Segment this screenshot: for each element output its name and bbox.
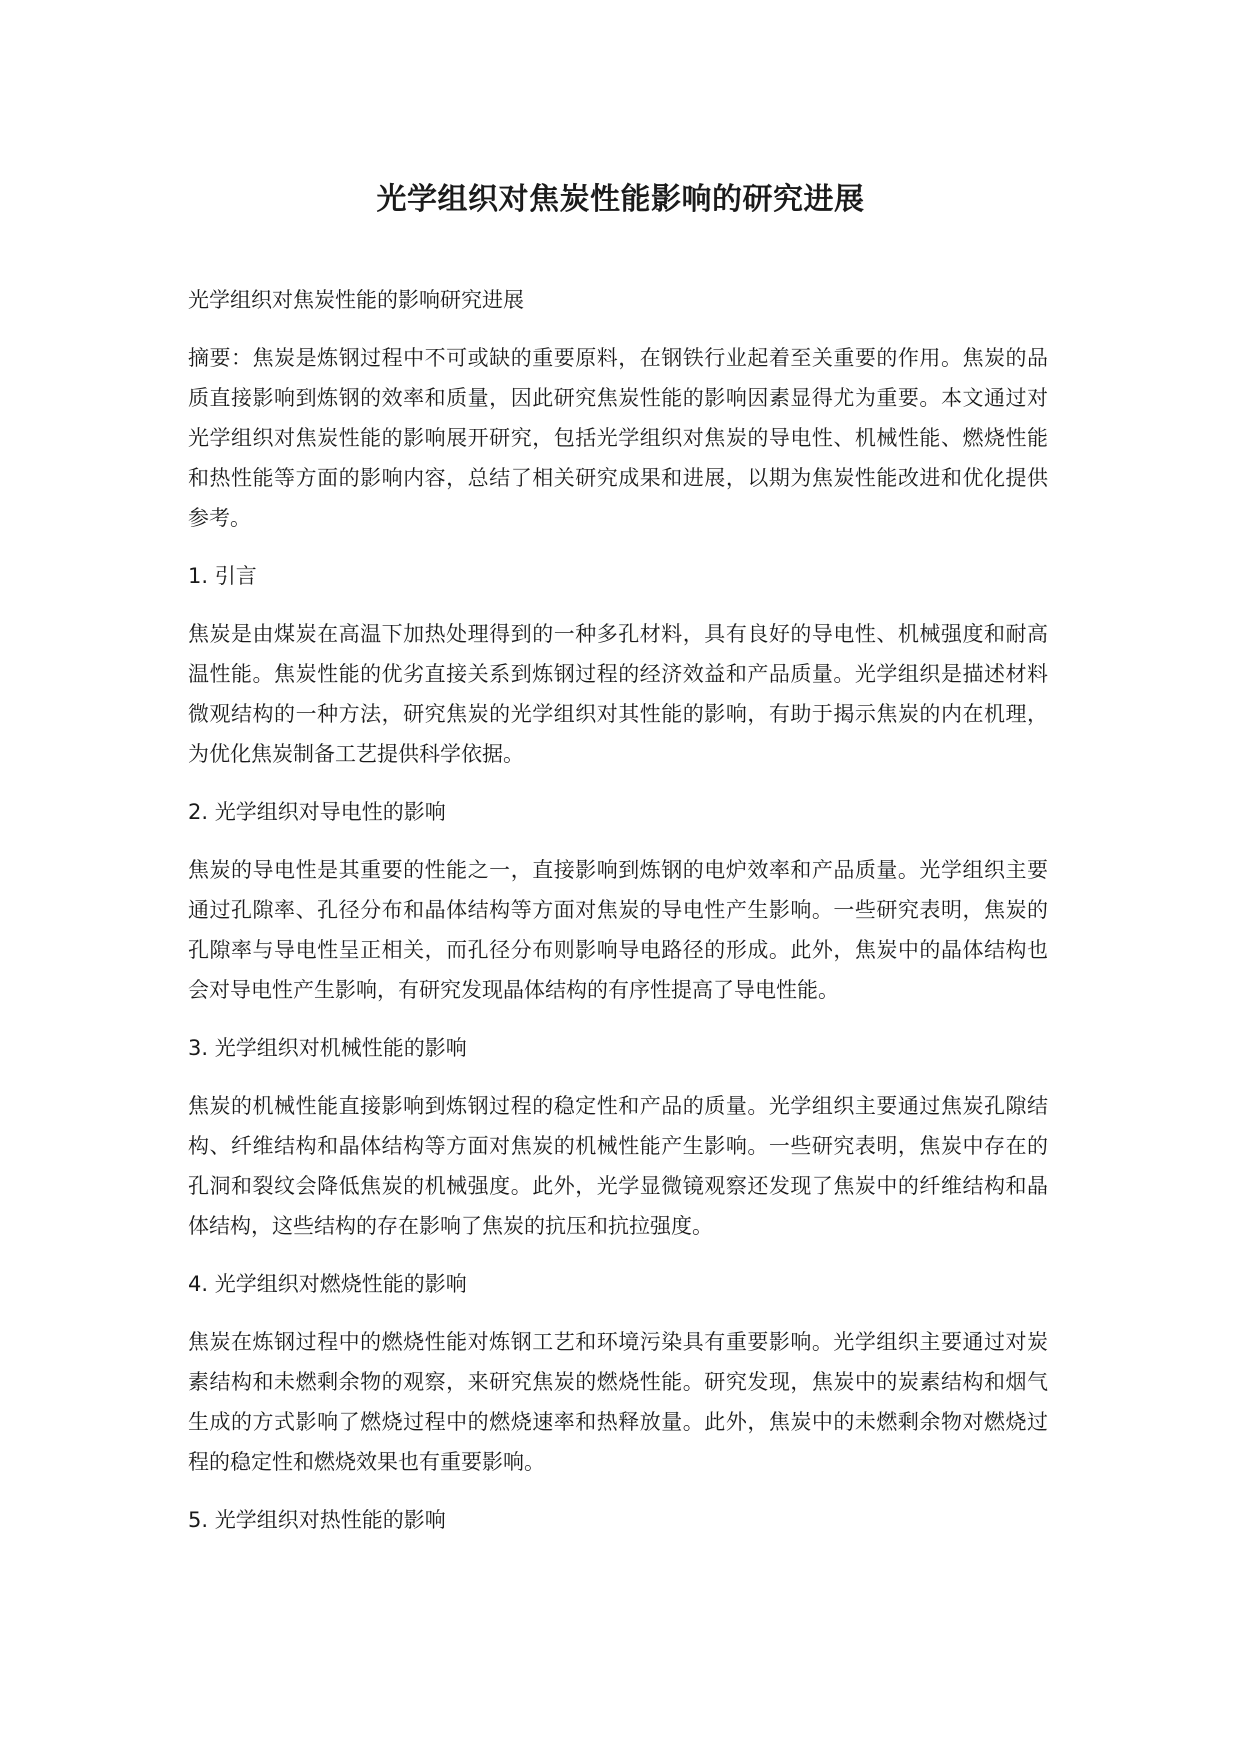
- section-heading-introduction: 1. 引言: [188, 564, 257, 588]
- section-heading-conductivity: 2. 光学组织对导电性的影响: [188, 800, 446, 824]
- section-heading-mechanical: 3. 光学组织对机械性能的影响: [188, 1036, 467, 1060]
- section-text-combustion: 焦炭在炼钢过程中的燃烧性能对炼钢工艺和环境污染具有重要影响。光学组织主要通过对炭素结构和未燃剩余物的观察，来研究焦炭的燃烧性能。研究发现，焦炭中的炭素结构和烟气生成的方式影响了燃烧过程中的燃烧速率和热释放量。此外，焦炭中的未燃剩余物对燃烧过程的稳定性和燃烧效果也有重要影响。: [188, 1330, 1048, 1474]
- document-body: [188, 280, 1048, 1558]
- section-heading-combustion: 4. 光学组织对燃烧性能的影响: [188, 1272, 467, 1296]
- abstract-paragraph: 摘要：焦炭是炼钢过程中不可或缺的重要原料，在钢铁行业起着至关重要的作用。焦炭的品质直接影响到炼钢的效率和质量，因此研究焦炭性能的影响因素显得尤为重要。本文通过对光学组织对焦炭性能的影响展开研究，包括光学组织对焦炭的导电性、机械性能、燃烧性能和热性能等方面的影响内容，总结了相关研究成果和进展，以期为焦炭性能改进和优化提供参考。: [188, 346, 1048, 530]
- section-text-conductivity: 焦炭的导电性是其重要的性能之一，直接影响到炼钢的电炉效率和产品质量。光学组织主要通过孔隙率、孔径分布和晶体结构等方面对焦炭的导电性产生影响。一些研究表明，焦炭的孔隙率与导电性呈正相关，而孔径分布则影响导电路径的形成。此外，焦炭中的晶体结构也会对导电性产生影响，有研究发现晶体结构的有序性提高了导电性能。: [188, 858, 1048, 1002]
- section-text-introduction: 焦炭是由煤炭在高温下加热处理得到的一种多孔材料，具有良好的导电性、机械强度和耐高温性能。焦炭性能的优劣直接关系到炼钢过程的经济效益和产品质量。光学组织是描述材料微观结构的一种方法，研究焦炭的光学组织对其性能的影响，有助于揭示焦炭的内在机理，为优化焦炭制备工艺提供科学依据。: [188, 622, 1048, 766]
- section-heading-thermal: 5. 光学组织对热性能的影响: [188, 1508, 446, 1532]
- section-text-mechanical: 焦炭的机械性能直接影响到炼钢过程的稳定性和产品的质量。光学组织主要通过焦炭孔隙结构、纤维结构和晶体结构等方面对焦炭的机械性能产生影响。一些研究表明，焦炭中存在的孔洞和裂纹会降低焦炭的机械强度。此外，光学显微镜观察还发现了焦炭中的纤维结构和晶体结构，这些结构的存在影响了焦炭的抗压和抗拉强度。: [188, 1094, 1048, 1238]
- document-title: 光学组织对焦炭性能影响的研究进展: [376, 182, 865, 217]
- document-subtitle: 光学组织对焦炭性能的影响研究进展: [188, 288, 524, 312]
